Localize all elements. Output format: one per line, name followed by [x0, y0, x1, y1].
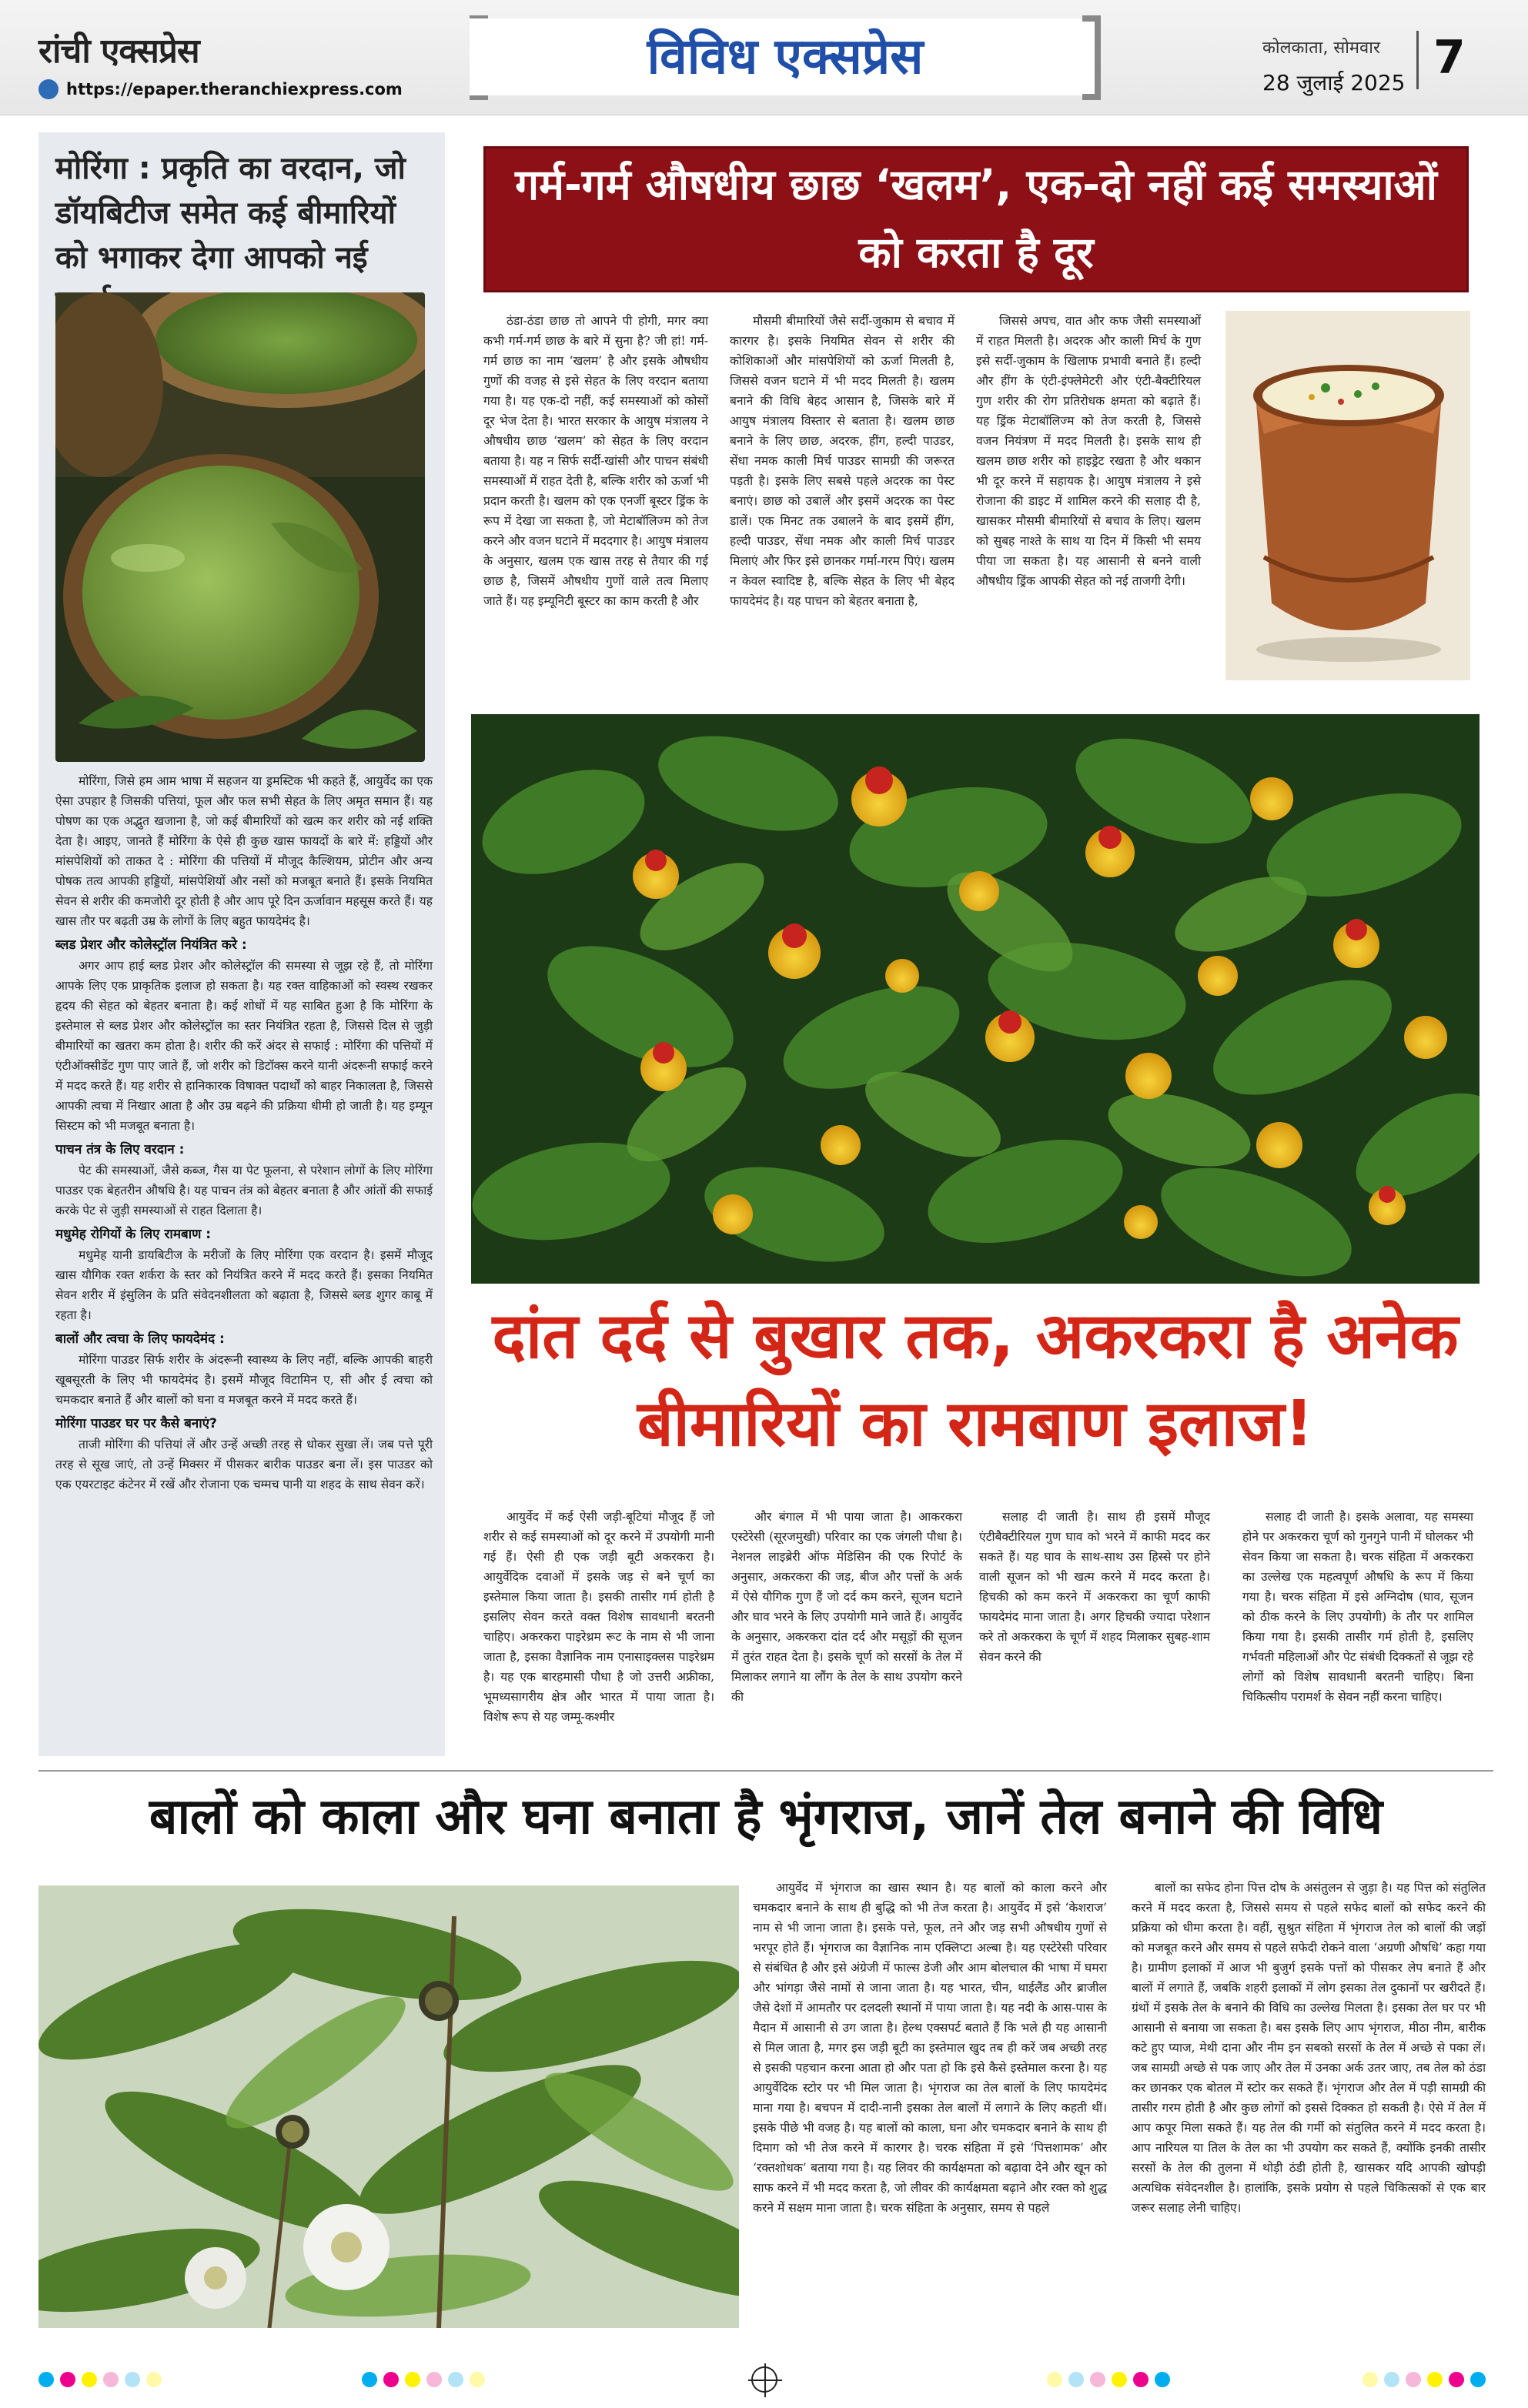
magenta-register-dot: [60, 2372, 75, 2387]
bhringraj-column-2: बालों का सफेद होना पित्त दोष के असंतुलन से जुड़ा है। यह पित्त को संतुलित करने में मदद करता है, जिससे समय से पहले सफेद बालों को सफेद करने की प्रक्रिया को धीमा करता है। वहीं, सुश्रुत संहिता में भृंगराज तेल को बालों की जड़ों को मजबूत करने और समय से पहले सफेदी रोकने वाला ‘अग्रणी औषधि’ कहा गया है। ग्रामीण इलाकों में आज भी बुजुर्ग इसके पत्तों को पीसकर लेप बनाते हैं और बालों में लगाते हैं, जबकि शहरी इलाकों में लोग इसका तेल दुकानों पर खरीदते हैं। ग्रंथों में इसके तेल के बनाने की विधि का उल्लेख मिलता है। इसका तेल घर पर भी आसानी से बनाया जा सकता है। बस इसके लिए आप भृंगराज, मीठा नीम, बारीक कटे हुए प्याज, मेथी दाना और नीम इन सबको सरसों के तेल में अच्छे से पका लें। जब सामग्री अच्छे से पक जाए और तेल में उनका अर्क उतर जाए, तब तेल को ठंडा कर छानकर एक बोतल में स्टोर कर सकते हैं। भृंगराज और तेल में पड़ी सामग्री की तासीर गरम होती है और कुछ लोगों को इससे दिक्कत हो सकती है। ऐसे में तेल में आप कपूर मिला सकते हैं। यह तेल की गर्मी को संतुलित करने में मदद करता है। आप नारियल या तिल के तेल का भी उपयोग कर सकते हैं, क्योंकि इनकी तासीर सरसों के तेल की तुलना में थोड़ी ठंडी होती है, खासकर यदि आपकी खोपड़ी अत्यधिक संवेदनशील है। हालांकि, इसके प्रयोग से पहले चिकित्सकों से एक बार जरूर सलाह लेनी चाहिए।: [1132, 1881, 1486, 2215]
khalam-column-1: ठंडा-ठंडा छाछ तो आपने पी होगी, मगर क्या कभी गर्म-गर्म छाछ के बारे में सुना है? जी हां! गर्म-गर्म छाछ का नाम ‘खलम’ है और इसके औषधीय गुणों की वजह से इसे सेहत के लिए वरदान बताया गया है। यह एक-दो नहीं, कई समस्याओं को कोसों दूर भेज देता है। भारत सरकार के आयुष मंत्रालय ने औषधीय छाछ ‘खलम’ को सेहत के लिए वरदान बताया है। यह न सिर्फ सर्दी-खांसी और पाचन संबंधी समस्याओं में राहत देती है, बल्कि शरीर को ऊर्जा भी प्रदान करती है। खलम को एक एनर्जी बूस्टर ड्रिंक के रूप में देखा जा सकता है, जो मेटाबॉलिज्म को तेज करने और वजन घटाने में मददगार है। आयुष मंत्रालय के अनुसार, खलम एक खास तरह से तैयार की गई छाछ है, जिसमें औषधीय गुणों वाले तत्व मिलाए जाते हैं। यह इम्यूनिटी बूस्टर का काम करती है और: [483, 314, 708, 608]
akarkara-flowers-photo: [471, 714, 1480, 1284]
light-cyan-register-dot: [1068, 2372, 1084, 2387]
moringa-text-recipe: ताजी मोरिंगा की पत्तियां लें और उन्हें अच्छी तरह से धोकर सुखा लें। जब पत्ते पूरी तरह से सूख जाएं, तो उन्हें मिक्सर में पीसकर बारीक पाउडर बना लें। इस पाउडर को एक एयरटाइट कंटेनर में रखें और रोजाना एक चम्मच पानी या शहद के साथ सेवन करें।: [55, 1438, 433, 1491]
khalam-headline: गर्म-गर्म औषधीय छाछ ‘खलम’, एक-दो नहीं कई समस्याओं को करता है दूर: [515, 160, 1437, 277]
akarkara-column-1: आयुर्वेद में कई ऐसी जड़ी-बूटियां मौजूद हैं जो शरीर से कई समस्याओं को दूर करने में उपयोगी मानी गई हैं। ऐसी ही एक जड़ी बूटी अकरकरा है। आयुर्वेदिक दवाओं में इसके जड़ से बने चूर्ण का इस्तेमाल किया जाता है। इसकी तासीर गर्म होती है इसलिए सेवन करते वक्त विशेष सावधानी बरतनी चाहिए। अकरकरा पाइरेथ्रम रूट के नाम से भी जाना जाता है, इसका वैज्ञानिक नाम एनासाइक्लस पाइरेथ्रम है। यह एक बारहमासी पौधा है जो उत्तरी अफ्रीका, भूमध्यसागरीय क्षेत्र और भारत में पाया जाता है। विशेष रूप से यह जम्मू-कश्मीर: [483, 1510, 714, 1724]
light-cyan-register-dot: [1384, 2372, 1399, 2387]
cyan-register-dot: [38, 2372, 54, 2387]
akarkara-column-2: और बंगाल में भी पाया जाता है। आकरकरा एस्टेरेसी (सूरजमुखी) परिवार का एक जंगली पौधा है। नेशनल लाइब्रेरी ऑफ मेडिसिन की एक रिपोर्ट के अनुसार, अकरकरा की जड़, बीज और पत्तों के अर्क में ऐसे यौगिक गुण हैं जो दर्द कम करने, सूजन घटाने और घाव भरने के लिए उपयोगी माने जाते हैं। आयुर्वेद के अनुसार, अकरकरा दांत दर्द और मसूड़ों की सूजन में तुरंत राहत देता है। इसके चूर्ण को सरसों के तेल में मिलाकर लगाने या लौंग के तेल के साथ उपयोग करने की: [731, 1510, 962, 1704]
khalam-column-3: जिससे अपच, वात और कफ जैसी समस्याओं में राहत मिलती है। अदरक और काली मिर्च के गुण इसे सर्दी-जुकाम के खिलाफ प्रभावी बनाते हैं। हल्दी और हींग के एंटी-इंफ्लेमेटरी और एंटी-बैक्टीरियल गुण शरीर की रोग प्रतिरोधक क्षमता को बढ़ाते हैं। यह ड्रिंक मेटाबॉलिज्म को तेज करती है, जिससे वजन नियंत्रण में मदद मिलती है। इसके साथ ही खलम छाछ शरीर को हाइड्रेट रखता है और थकान भी दूर करने में सहायक है। आयुष मंत्रालय ने इसे रोजाना की डाइट में शामिल करने की सलाह दी है, खासकर मौसमी बीमारियों से बचाव के लिए। खलम को सुबह नाश्ते के साथ या दिन में किसी भी समय पीया जा सकता है। यह आसानी से बनने वाली औषधीय ड्रिंक आपकी सेहत को नई ताजगी देगी।: [976, 314, 1201, 588]
globe-icon: [38, 79, 59, 99]
page-number: 7: [1433, 31, 1466, 85]
newspaper-logo[interactable]: रांची एक्सप्रेस: [38, 32, 199, 71]
cyan-register-dot: [1155, 2372, 1170, 2387]
bhringraj-headline: बालों को काला और घना बनाता है भृंगराज, जानें तेल बनाने की विधि: [149, 1788, 1383, 1845]
moringa-powder-photo: [55, 292, 425, 762]
light-yellow-register-dot: [1047, 2372, 1062, 2387]
bhringraj-top-rule: [38, 1770, 1493, 1772]
light-yellow-register-dot: [146, 2372, 162, 2387]
akarkara-column-3: सलाह दी जाती है। साथ ही इसमें मौजूद एंटीबैक्टीरियल गुण घाव को भरने में काफी मदद कर सकते हैं। यह घाव के साथ-साथ उस हिस्से पर होने वाली सूजन को भी खत्म करने में मदद करता है। हिचकी को कम करने में अकरकरा का चूर्ण काफी फायदेमंद माना जाता है। अगर हिचकी ज्यादा परेशान करे तो अकरकरा के चूर्ण में शहद मिलाकर सुबह-शाम सेवन करने की: [979, 1510, 1210, 1664]
moringa-body: [55, 771, 433, 1495]
moringa-text-bp: अगर आप हाई ब्लड प्रेशर और कोलेस्ट्रॉल की समस्या से जूझ रहे हैं, तो मोरिंगा आपके लिए एक प्राकृतिक इलाज हो सकता है। यह रक्त वाहिकाओं को स्वस्थ रखकर हृदय की सेहत को बेहतर बनाता है। कई शोधों में यह साबित हुआ है कि मोरिंगा के इस्तेमाल से ब्लड प्रेशर और कोलेस्ट्रॉल का स्तर नियंत्रित रहता है, जिससे दिल से जुड़ी बीमारियों का खतरा कम होता है। शरीर की करें अंदर से सफाई : मोरिंगा की पत्तियों में एंटीऑक्सीडेंट गुण पाए जाते हैं, जो शरीर को डिटॉक्स करने यानी अंदरूनी सफाई करने में मदद करते हैं। यह शरीर से हानिकारक विषाक्त पदार्थों को बाहर निकालता है, जिससे आपकी त्वचा में निखार आता है और उम्र बढ़ने की प्रक्रिया धीमी हो जाती है। यह इम्यून सिस्टम को भी मजबूत बनाता है।: [55, 959, 433, 1133]
yellow-register-dot: [405, 2372, 420, 2387]
moringa-subhead-recipe: मोरिंगा पाउडर घर पर कैसे बनाएं?: [55, 1416, 217, 1431]
light-yellow-register-dot: [470, 2372, 485, 2387]
light-cyan-register-dot: [125, 2372, 140, 2387]
moringa-subhead-hair-skin: बालों और त्वचा के लिए फायदेमंद :: [55, 1331, 225, 1347]
moringa-intro: मोरिंगा, जिसे हम आम भाषा में सहजन या ड्रमस्टिक भी कहते हैं, आयुर्वेद का एक ऐसा उपहार है जिसकी पत्तियां, फूल और फल सभी सेहत के लिए अमृत समान हैं। यह पोषण का एक अद्भुत खजाना है, जो कई बीमारियों को खत्म कर शरीर को नई शक्ति देता है। आइए, जानते हैं मोरिंगा के ऐसे ही कुछ खास फायदों के बारे में: हड्डियों और मांसपेशियों को ताकत दे : मोरिंगा की पत्तियों में मौजूद कैल्शियम, प्रोटीन और अन्य पोषक तत्व आपकी हड्डियों, मांसपेशियों और नसों को मजबूत बनाते हैं। इसके नियमित सेवन से शरीर की कमजोरी दूर होती है और आप पूरे दिन ऊर्जावान महसूस करते हैं। यह खास तौर पर बढ़ती उम्र के लोगों के लिए बहुत फायदेमंद है।: [55, 774, 433, 928]
section-bracket-right: [1082, 15, 1101, 100]
pink-register-dot: [426, 2372, 442, 2387]
akarkara-headline: दांत दर्द से बुखार तक, अकरकरा है अनेक बीमारियों का रामबाण इलाज!: [492, 1300, 1459, 1461]
yellow-register-dot: [82, 2372, 97, 2387]
cyan-register-dot: [1470, 2372, 1486, 2387]
epaper-url-link[interactable]: https://epaper.theranchiexpress.com: [66, 80, 403, 99]
pink-register-dot: [1090, 2372, 1105, 2387]
buttermilk-pot-photo: [1225, 311, 1470, 680]
magenta-register-dot: [1449, 2372, 1464, 2387]
moringa-text-hair-skin: मोरिंगा पाउडर सिर्फ शरीर के अंदरूनी स्वास्थ्य के लिए नहीं, बल्कि आपकी बाहरी खूबसूरती के लिए भी फायदेमंद है। इसमें मौजूद विटामिन ए, सी और ई त्वचा को चमकदार बनाते हैं और बालों को घना व मजबूत करने में मदद करते हैं।: [55, 1353, 433, 1407]
registration-crosshair-icon: [751, 2366, 777, 2393]
section-title: विविध एक्सप्रेस: [470, 18, 1101, 95]
moringa-subhead-diabetes: मधुमेह रोगियों के लिए रामबाण :: [55, 1227, 212, 1242]
bhringraj-plant-photo: [38, 1885, 739, 2328]
page-number-divider: [1416, 31, 1419, 89]
khalam-column-2: मौसमी बीमारियों जैसे सर्दी-जुकाम से बचाव में कारगर है। इसके नियमित सेवन से शरीर की कोशिकाओं और मांसपेशियों को ऊर्जा मिलती है, जिससे वजन घटाने में भी मदद मिलती है। खलम बनाने की विधि बेहद आसान है, जिसके बारे में आयुष मंत्रालय विस्तार से बताता है। खलम छाछ बनाने के लिए छाछ, अदरक, हींग, हल्दी पाउडर, सेंधा नमक काली मिर्च पाउडर सामग्री की जरूरत पड़ती है। इसके लिए सबसे पहले अदरक का पेस्ट बनाएं। छाछ को उबालें और इसमें अदरक का पेस्ट डालें। एक मिनट तक उबालने के बाद इसमें हींग, हल्दी पाउडर, सेंधा नमक और काली मिर्च पाउडर मिलाएं और फिर इसे छानकर गर्मा-गरम पिएं। खलम न केवल स्वादिष्ट है, बल्कि सेहत के लिए भी बेहद फायदेमंद है। यह पाचन को बेहतर बनाता है,: [730, 314, 955, 608]
moringa-headline: मोरिंगा : प्रकृति का वरदान, जो डॉयबिटीज समेत कई बीमारियों को भगाकर देगा आपको नई: [55, 151, 406, 276]
moringa-text-digestion: पेट की समस्याओं, जैसे कब्ज, गैस या पेट फूलना, से परेशान लोगों के लिए मोरिंगा पाउडर एक बेहतरीन औषधि है। यह पाचन तंत्र को बेहतर बनाता है और आंतों की सफाई करके पेट से जुड़ी समस्याओं से राहत दिलाता है।: [55, 1164, 433, 1217]
cyan-register-dot: [362, 2372, 377, 2387]
akarkara-column-4: सलाह दी जाती है। इसके अलावा, यह समस्या होने पर अकरकरा चूर्ण को गुनगुने पानी में घोलकर भी सेवन किया जा सकता है। चरक संहिता में अकरकरा का उल्लेख एक महत्वपूर्ण औषधि के रूप में किया गया है। चरक संहिता में इसे अग्निदोष (घाव, सूजन को ठीक करने के लिए उपयोगी) के तौर पर शामिल किया गया है। इसकी तासीर गर्म होती है, इसलिए गर्भवती महिलाओं और पेट संबंधी दिक्कतों से जूझ रहे लोगों को विशेष सावधानी बरतनी चाहिए। बिना चिकित्सीय परामर्श के सेवन नहीं करना चाहिए।: [1242, 1510, 1473, 1704]
bhringraj-column-1: आयुर्वेद में भृंगराज का खास स्थान है। यह बालों को काला करने और चमकदार बनाने के साथ ही बुद्धि को भी तेज करता है। आयुर्वेद में इसे ‘केशराज’ नाम से भी जाना जाता है। इसके पत्ते, फूल, तने और जड़ सभी औषधीय गुणों से भरपूर होते हैं। भृंगराज का वैज्ञानिक नाम एक्लिप्टा अल्बा है। यह एस्टेरेसी परिवार से संबंधित है और इसे अंग्रेजी में फाल्स डेजी और आम बोलचाल की भाषा में घमरा और भांगड़ा जैसे नामों से जाना जाता है। यह भारत, चीन, थाईलैंड और ब्राजील जैसे देशों में आमतौर पर दलदली स्थानों में पाया जाता है। यह नदी के आस-पास के मैदान में आसानी से उग जाता है। हेल्थ एक्सपर्ट बताते हैं कि भले ही यह आसानी से मिल जाता है, मगर इस जड़ी बूटी का इस्तेमाल खुद तब ही करें जब अच्छी तरह से इसकी पहचान करना आता हो और पता हो कि इसे कैसे इस्तेमाल करना है। यह आयुर्वेदिक स्टोर पर भी मिल जाता है। भृंगराज का तेल बालों के लिए फायदेमंद माना गया है। बचपन में दादी-नानी इसका तेल बालों में लगाने के लिए कहती थीं। इसके पीछे भी वजह है। यह बालों को काला, घना और चमकदार बनाने के साथ ही दिमाग को भी तेज करने में कारगर है। चरक संहिता में इसे ‘पित्तशामक’ और ‘रक्तशोधक’ बताया गया है। यह लिवर की कार्यक्षमता को बढ़ावा देने और खून को साफ करने में भी मदद करता है, जो लीवर की कार्यक्षमता बढ़ाने और रक्त को शुद्ध करने में सक्षम माना जाता है। चरक संहिता के अनुसार, समय से पहले: [753, 1881, 1107, 2215]
pink-register-dot: [1406, 2372, 1421, 2387]
pink-register-dot: [103, 2372, 119, 2387]
magenta-register-dot: [1133, 2372, 1149, 2387]
light-cyan-register-dot: [448, 2372, 463, 2387]
light-yellow-register-dot: [1362, 2372, 1378, 2387]
moringa-subhead-bp: ब्लड प्रेशर और कोलेस्ट्रॉल नियंत्रित करे :: [55, 937, 247, 953]
moringa-text-diabetes: मधुमेह यानी डायबिटीज के मरीजों के लिए मोरिंगा एक वरदान है। इसमें मौजूद खास यौगिक रक्त शर्करा के स्तर को नियंत्रित करने में मदद करते हैं। इसका नियमित सेवन शरीर में इंसुलिन के प्रति संवेदनशीलता को बढ़ाता है, जिससे ब्लड शुगर काबू में रहता है।: [55, 1248, 433, 1322]
magenta-register-dot: [383, 2372, 399, 2387]
edition-city-day: कोलकाता, सोमवार: [1262, 38, 1380, 58]
yellow-register-dot: [1427, 2372, 1443, 2387]
yellow-register-dot: [1112, 2372, 1127, 2387]
moringa-subhead-digestion: पाचन तंत्र के लिए वरदान :: [55, 1142, 185, 1157]
edition-date: 28 जुलाई 2025: [1262, 70, 1406, 95]
